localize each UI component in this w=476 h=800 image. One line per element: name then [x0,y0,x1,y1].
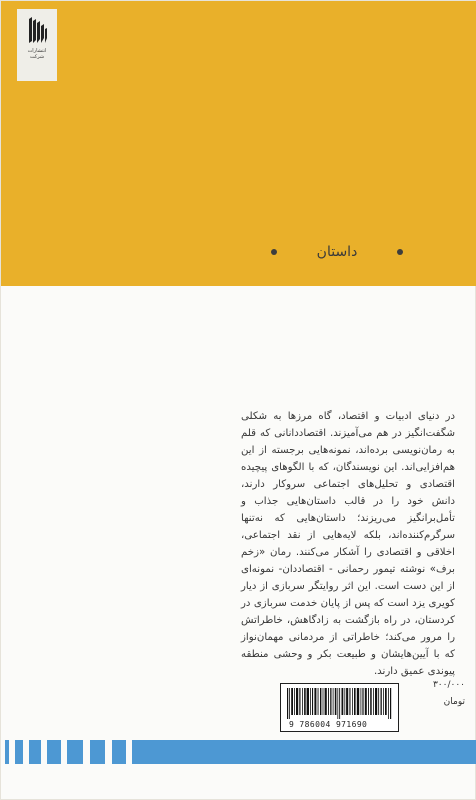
back-cover-blurb: در دنیای ادبیات و اقتصاد، گاه مرزها به شکلی شگفت‌انگیز در هم می‌آمیزند. اقتصاددانانی که قلم به رمان‌نویسی برده‌اند، نمونه‌هایی برجسته از این هم‌افزایی‌اند. این نویسندگان، که با الگوهای پیچیده اقتصادی و تحلیل‌های اجتماعی سروکار دارند، دانش خود را در قالب داستان‌هایی جذاب و تأمل‌برانگیز می‌ریزند؛ داستان‌هایی که نه‌تنها سرگرم‌کننده‌اند، بلکه لایه‌هایی از نقد اجتماعی، اخلاقی و اقتصادی را آشکار می‌کنند. رمان «زخم برف» نوشته تیمور رحمانی - اقتصاددان- نمونه‌ای از این دست است. این اثر روایتگر سربازی از دیار کویری یزد است که پس از پایان خدمت سربازی در کردستان، در راه بازگشت به زادگاهش، خاطراتش را مرور می‌کند؛ خاطراتی از مردمانی مهمان‌نواز که با آیین‌هایشان و طبیعت بکر و وحشی منطقه پیوندی عمیق دارند. [241,411,455,677]
blue-rule-segment [67,740,83,764]
publisher-name [28,49,47,60]
bottom-blue-rule [1,740,476,764]
genre-label-row [271,240,403,264]
blue-rule-segment [47,740,61,764]
blue-rule-segment [112,740,126,764]
blue-rule-segment [132,740,476,764]
blue-rule-segment [90,740,105,764]
publisher-name-line: انتشارات [27,48,47,54]
right-bullet-icon [397,249,403,255]
cover-color-band [1,1,476,286]
price-block [405,677,465,711]
publisher-mark-icon [26,15,48,45]
blue-rule-segment [5,740,9,764]
genre-label: داستان [316,244,358,260]
publisher-name-line: شرکت [29,53,45,60]
left-bullet-icon [271,249,277,255]
blue-rule-segment [15,740,23,764]
barcode-icon [287,688,394,719]
publisher-logo [17,9,57,81]
currency-label: تومان [443,697,465,707]
isbn-digits: 9 786004 971690 [289,720,368,729]
blue-rule-segment [29,740,41,764]
price-value: ۳۰۰/۰۰۰ [432,680,465,690]
isbn-barcode [280,683,399,732]
